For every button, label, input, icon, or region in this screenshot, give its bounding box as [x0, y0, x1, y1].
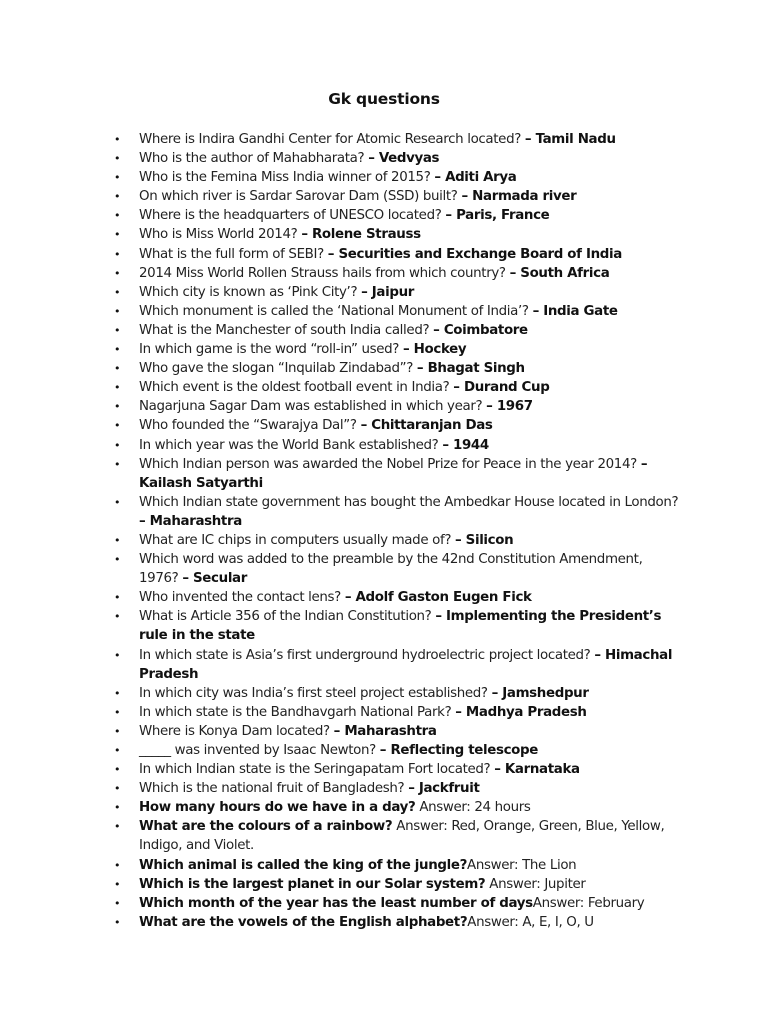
bullet-icon: • — [114, 247, 121, 261]
question-text: How many hours do we have in a day? — [139, 800, 416, 816]
question-text: Where is Konya Dam located? — [139, 723, 330, 739]
list-item — [114, 817, 679, 855]
list-item — [114, 607, 679, 645]
question-text: Which city is known as ‘Pink City’? — [139, 284, 358, 300]
list-item — [114, 722, 679, 741]
answer-text: – Maharashtra — [139, 513, 242, 529]
answer-text: – Maharashtra — [333, 723, 437, 739]
answer-text: – Tamil Nadu — [524, 132, 616, 147]
answer-text: – Aditi Arya — [434, 170, 517, 186]
list-item — [114, 168, 679, 187]
bullet-icon: • — [114, 896, 121, 910]
bullet-icon: • — [114, 648, 121, 662]
bullet-icon: • — [114, 209, 121, 223]
question-text: In which Indian state is the Seringapatam Fort located? — [139, 762, 491, 778]
list-item — [114, 206, 679, 225]
bullet-icon: • — [114, 533, 121, 547]
list-item — [114, 130, 679, 149]
bullet-icon: • — [114, 763, 121, 777]
question-list — [114, 130, 679, 932]
answer-text: – Vedvyas — [368, 151, 440, 167]
question-text: 2014 Miss World Rollen Strauss hails from which country? — [139, 265, 506, 281]
question-text: _____ was invented by Isaac Newton? — [139, 743, 376, 758]
answer-text: – India Gate — [532, 303, 618, 319]
question-text: Nagarjuna Sagar Dam was established in which year? — [139, 399, 483, 415]
bullet-icon: • — [114, 553, 121, 567]
answer-text: – Implementing the President’s rule in the state — [139, 609, 662, 644]
answer-text: Answer: February — [532, 895, 645, 911]
list-item — [114, 187, 679, 206]
bullet-icon: • — [114, 362, 121, 376]
question-text: In which city was India’s first steel project established? — [139, 685, 488, 701]
question-text: What is the Manchester of south India called? — [139, 322, 430, 338]
answer-text: – 1944 — [442, 437, 489, 453]
answer-text: – Durand Cup — [453, 380, 550, 396]
answer-text: – Himachal Pradesh — [139, 647, 673, 682]
bullet-icon: • — [114, 323, 121, 337]
question-text: What are IC chips in computers usually made of? — [139, 532, 452, 548]
list-item — [114, 321, 679, 340]
question-text: What are the colours of a rainbow? — [139, 819, 393, 835]
list-item — [114, 875, 679, 894]
question-text: Who is the Femina Miss India winner of 2015? — [139, 170, 431, 186]
bullet-icon: • — [114, 457, 121, 471]
bullet-icon: • — [114, 782, 121, 796]
question-text: Which Indian person was awarded the Nobel Prize for Peace in the year 2014? — [139, 456, 637, 472]
answer-text: – Coimbatore — [433, 322, 528, 338]
list-item — [114, 225, 679, 244]
answer-text: – Jackfruit — [408, 781, 480, 797]
bullet-icon: • — [114, 266, 121, 280]
question-text: In which state is the Bandhavgarh National Park? — [139, 704, 452, 720]
bullet-icon: • — [114, 724, 121, 738]
answer-text: Answer: Jupiter — [489, 876, 586, 892]
list-item — [114, 588, 679, 607]
list-item — [114, 378, 679, 397]
answer-text: Answer: A, E, I, O, U — [467, 914, 594, 930]
question-text: Where is the headquarters of UNESCO located? — [139, 208, 442, 224]
list-item — [114, 416, 679, 435]
list-item — [114, 264, 679, 283]
answer-text: – South Africa — [509, 265, 610, 281]
list-item — [114, 283, 679, 302]
question-text: Which is the largest planet in our Solar system? — [139, 876, 486, 892]
answer-text: – Narmada river — [461, 189, 577, 205]
list-item — [114, 894, 679, 913]
bullet-icon: • — [114, 190, 121, 204]
list-item — [114, 550, 679, 588]
bullet-icon: • — [114, 285, 121, 299]
answer-text: – Karnataka — [494, 762, 580, 778]
answer-text: – Paris, France — [445, 208, 550, 224]
answer-text: – Hockey — [403, 342, 467, 358]
list-item — [114, 779, 679, 798]
list-item — [114, 436, 679, 455]
answer-text: – Reflecting telescope — [379, 743, 538, 758]
question-text: Who is Miss World 2014? — [139, 227, 298, 243]
list-item — [114, 455, 679, 493]
bullet-icon: • — [114, 343, 121, 357]
bullet-icon: • — [114, 820, 121, 834]
question-text: Which is the national fruit of Bangladesh? — [139, 781, 405, 797]
question-text: Which Indian state government has bought the Ambedkar House located in London? — [139, 494, 679, 510]
list-item — [114, 149, 679, 168]
question-text: Which event is the oldest football event in India? — [139, 380, 450, 396]
question-text: Who invented the contact lens? — [139, 590, 341, 606]
question-text: What is Article 356 of the Indian Constitution? — [139, 609, 432, 625]
answer-text: – Bhagat Singh — [416, 361, 525, 377]
question-text: What is the full form of SEBI? — [139, 246, 324, 262]
question-text: Who gave the slogan “Inquilab Zindabad”? — [139, 361, 413, 377]
bullet-icon: • — [114, 304, 121, 318]
list-item — [114, 397, 679, 416]
question-text: Who founded the “Swarajya Dal”? — [139, 418, 357, 434]
bullet-icon: • — [114, 381, 121, 395]
list-item — [114, 245, 679, 264]
bullet-icon: • — [114, 877, 121, 891]
answer-text: – Madhya Pradesh — [455, 704, 587, 720]
answer-text: Answer: 24 hours — [419, 800, 531, 816]
answer-text: – Chittaranjan Das — [360, 418, 493, 434]
bullet-icon: • — [114, 705, 121, 719]
list-item — [114, 913, 679, 932]
question-text: In which game is the word “roll-in” used? — [139, 342, 400, 358]
bullet-icon: • — [114, 686, 121, 700]
question-text: In which year was the World Bank established? — [139, 437, 439, 453]
question-text: Who is the author of Mahabharata? — [139, 151, 365, 167]
bullet-icon: • — [114, 744, 121, 757]
answer-text: – Rolene Strauss — [301, 227, 421, 243]
bullet-icon: • — [114, 419, 121, 433]
list-item — [114, 302, 679, 321]
list-item — [114, 703, 679, 722]
list-item — [114, 493, 679, 531]
answer-text: – Adolf Gaston Eugen Fick — [344, 590, 532, 606]
answer-text: – Jaipur — [361, 284, 415, 300]
list-item — [114, 359, 679, 378]
answer-text: – Securities and Exchange Board of India — [327, 246, 622, 262]
question-text: What are the vowels of the English alphabet? — [139, 914, 468, 930]
list-item — [114, 856, 679, 875]
bullet-icon: • — [114, 858, 121, 872]
bullet-icon: • — [114, 228, 121, 242]
answer-text: – Secular — [182, 571, 247, 587]
answer-text: – Kailash Satyarthi — [139, 456, 648, 491]
bullet-icon: • — [114, 495, 121, 509]
list-item — [114, 531, 679, 550]
question-text: Which word was added to the preamble by the 42nd Constitution Amendment, 1976? — [139, 552, 643, 587]
bullet-icon: • — [114, 438, 121, 452]
list-item — [114, 684, 679, 703]
bullet-icon: • — [114, 133, 121, 146]
answer-text: Answer: Red, Orange, Green, Blue, Yellow, Indigo, and Violet. — [139, 819, 665, 854]
list-item — [114, 798, 679, 817]
list-item — [114, 646, 679, 684]
bullet-icon: • — [114, 171, 121, 185]
question-text: Which animal is called the king of the jungle? — [139, 857, 468, 873]
question-text: Which monument is called the ‘National Monument of India’? — [139, 303, 529, 319]
bullet-icon: • — [114, 591, 121, 605]
bullet-icon: • — [114, 801, 121, 815]
answer-text: – Jamshedpur — [491, 685, 589, 701]
list-item — [114, 741, 679, 760]
answer-text: Answer: The Lion — [467, 857, 577, 873]
bullet-icon: • — [114, 400, 121, 414]
list-item — [114, 760, 679, 779]
page-title: Gk questions — [328, 90, 440, 108]
bullet-icon: • — [114, 152, 121, 166]
question-text: In which state is Asia’s first underground hydroelectric project located? — [139, 647, 591, 663]
question-text: Which month of the year has the least number of days — [139, 895, 533, 911]
list-item — [114, 340, 679, 359]
answer-text: – Silicon — [455, 532, 514, 548]
question-text: On which river is Sardar Sarovar Dam (SSD) built? — [139, 189, 458, 205]
answer-text: – 1967 — [486, 399, 533, 415]
bullet-icon: • — [114, 610, 121, 624]
bullet-icon: • — [114, 915, 121, 929]
question-text: Where is Indira Gandhi Center for Atomic Research located? — [139, 132, 521, 147]
